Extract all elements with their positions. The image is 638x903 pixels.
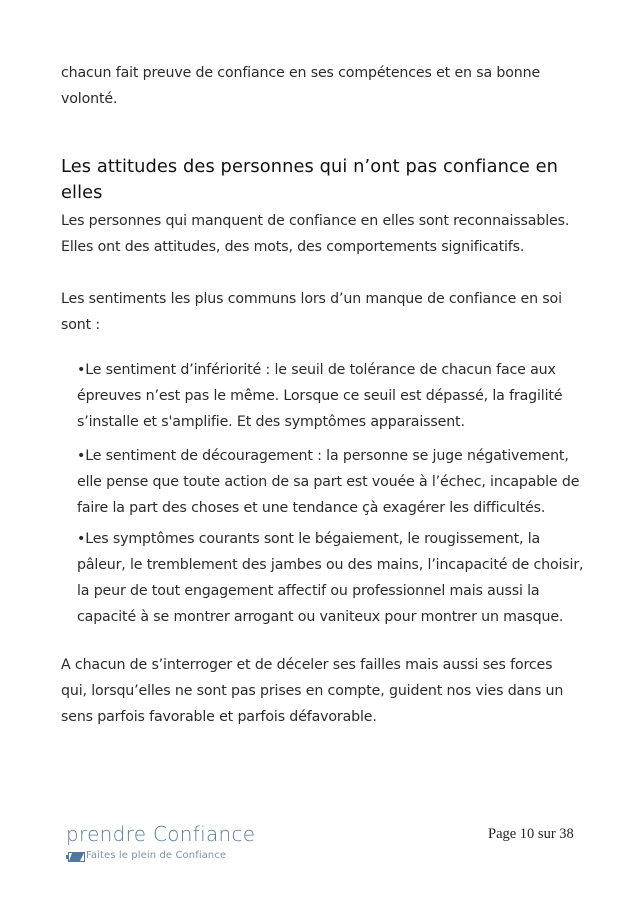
paragraph-2: Les sentiments les plus communs lors d’un manque de confiance en soi sont :: [61, 291, 562, 333]
bullet-item-inferiority: •Le sentiment d’infériorité : le seuil de tolérance de chacun face aux épreuves n’est pas le même. Lorsque ce seuil est dépassé, la fragilité s’installe et s'amplifie. Et des symptômes apparaissent.: [77, 362, 563, 430]
intro-text: chacun fait preuve de confiance en ses compétences et en sa bonne volonté.: [61, 65, 541, 107]
closing-paragraph: A chacun de s’interroger et de déceler ses failles mais aussi ses forces qui, lorsqu’elles ne sont pas prises en compte, guident nos vies dans un sens parfois favorable et parfois défavorable.: [61, 657, 564, 725]
bullet-list: [77, 357, 587, 638]
logo-title: prendre Confiance: [66, 822, 256, 846]
bullet-item-discouragement: •Le sentiment de découragement : la personne se juge négativement, elle pense que toute action de sa part est vouée à l’échec, incapable de faire la part des choses et une tendance çà exagérer les difficultés.: [77, 448, 580, 516]
footer-logo: [64, 822, 284, 872]
paragraph-1: Les personnes qui manquent de confiance en elles sont reconnaissables. Elles ont des attitudes, des mots, des comportements significatifs.: [61, 213, 570, 255]
section-heading: Les attitudes des personnes qui n’ont pas confiance en elles: [61, 156, 559, 203]
logo-tagline: Faites le plein de Confiance: [86, 850, 227, 861]
bullet-item-symptoms: •Les symptômes courants sont le bégaiement, le rougissement, la pâleur, le tremblement des jambes ou des mains, l’incapacité de choisir, la peur de tout engagement affectif ou professionnel mais aussi la capacité à se montrer arrogant ou vaniteux pour montrer un masque.: [77, 531, 584, 625]
page-number: Page 10 sur 38: [488, 826, 574, 842]
